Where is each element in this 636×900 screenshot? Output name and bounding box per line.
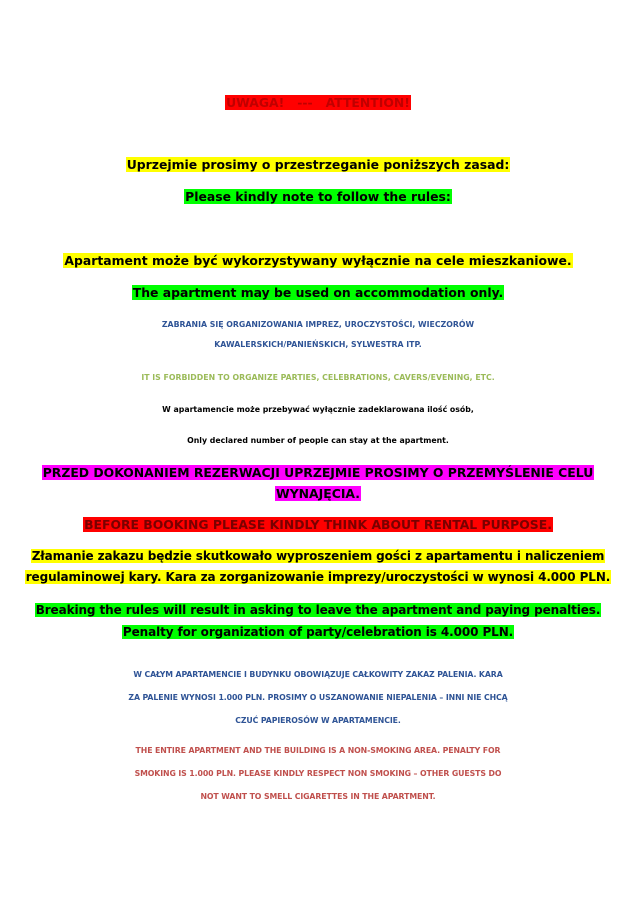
penalty-en-line-1 [0,599,636,621]
smoking-pl-line-3: CZUĆ PAPIEROSÓW W APARTAMENCIE. [235,716,401,725]
forbidden-pl-line-2: KAWALERSKICH/PANIEŃSKICH, SYLWESTRA ITP. [214,340,422,349]
penalty-pl-text-1: Złamanie zakazu będzie skutkowało wyproszeniem gości z apartamentu i naliczeniem [31,549,605,563]
penalty-pl-line-1 [0,545,636,567]
smoking-pl-line-2: ZA PALENIE WYNOSI 1.000 PLN. PROSIMY O USZANOWANIE NIEPALENIA – INNI NIE CHCĄ [128,693,508,702]
smoking-en-line-2: SMOKING IS 1.000 PLN. PLEASE KINDLY RESPECT NON SMOKING – OTHER GUESTS DO [134,769,502,778]
purpose-pl-line-2 [0,483,636,505]
penalty-en-line-2 [0,621,636,643]
intro-en [0,186,636,208]
people-en: Only declared number of people can stay at the apartment. [187,436,449,445]
smoking-pl-line-1: W CAŁYM APARTAMENCIE I BUDYNKU OBOWIĄZUJE CAŁKOWITY ZAKAZ PALENIA. KARA [133,670,503,679]
forbidden-pl-line-1: ZABRANIA SIĘ ORGANIZOWANIA IMPREZ, UROCZYSTOŚCI, WIECZORÓW [161,320,475,329]
attention-text: UWAGA! --- ATTENTION! [226,95,410,110]
penalty-pl-line-2 [0,566,636,588]
smoking-en-line-1: THE ENTIRE APARTMENT AND THE BUILDING IS A NON-SMOKING AREA. PENALTY FOR [135,746,501,755]
attention-heading [0,92,636,114]
purpose-pl-text-1: PRZED DOKONANIEM REZERWACJI UPRZEJMIE PROSIMY O PRZEMYŚLENIE CELU [42,465,594,480]
forbidden-en: IT IS FORBIDDEN TO ORGANIZE PARTIES, CELEBRATIONS, CAVERS/EVENING, ETC. [141,373,495,382]
people-pl: W apartamencie może przebywać wyłącznie zadeklarowana ilość osób, [162,405,474,414]
smoking-en-line-3: NOT WANT TO SMELL CIGARETTES IN THE APARTMENT. [200,792,436,801]
use-en-text: The apartment may be used on accommodation only. [132,285,504,300]
purpose-en [0,514,636,536]
intro-en-text: Please kindly note to follow the rules: [185,189,451,204]
use-pl [0,250,636,272]
penalty-en-text-2: Penalty for organization of party/celebration is 4.000 PLN. [122,625,514,639]
intro-pl-text: Uprzejmie prosimy o przestrzeganie poniższych zasad: [126,157,510,172]
use-en [0,282,636,304]
use-pl-text: Apartament może być wykorzystywany wyłącznie na cele mieszkaniowe. [64,253,572,268]
intro-pl [0,154,636,176]
purpose-pl-line-1 [0,462,636,484]
purpose-pl-text-2: WYNAJĘCIA. [276,486,360,501]
penalty-en-text-1: Breaking the rules will result in asking to leave the apartment and paying penalties. [35,603,601,617]
purpose-en-text: BEFORE BOOKING PLEASE KINDLY THINK ABOUT RENTAL PURPOSE. [84,517,552,532]
penalty-pl-text-2: regulaminowej kary. Kara za zorganizowanie imprezy/uroczystości w wynosi 4.000 PLN. [25,570,611,584]
